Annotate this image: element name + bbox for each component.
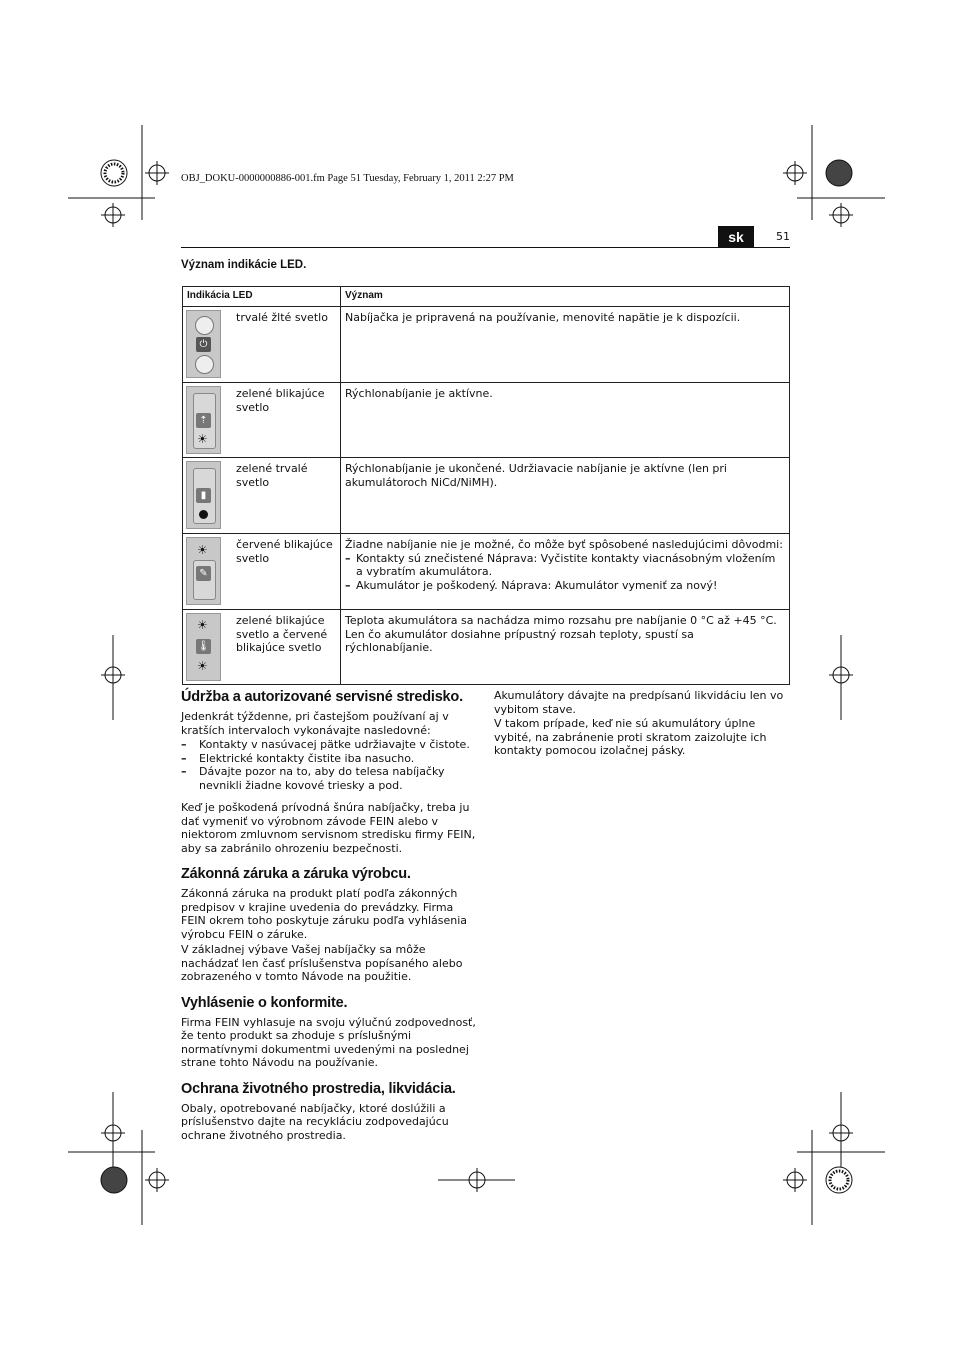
temperature-icon: ☀ 🌡 ☀ [186,613,221,681]
maintenance-intro: Jedenkrát týždenne, pri častejšom používaní aj v kratších intervaloch vykonávajte nasledovné: [181,710,449,737]
meaning-text: Teplota akumulátora sa nachádza mimo rozsahu pre nabíjanie 0 °C až +45 °C. Len čo akumulátor dosiahne prípustný rozsah teploty, spustí sa rýchlonabíjanie. [345,614,777,654]
list-item: – Akumulátor je poškodený. Náprava: Akumulátor vymeniť za nový! [345,579,785,593]
led-table-title: Význam indikácie LED. [181,259,307,271]
file-header: OBJ_DOKU-0000000886-001.fm Page 51 Tuesday, February 1, 2011 2:27 PM [181,173,514,184]
conformity-paragraph: Firma FEIN vyhlasuje na svoju výlučnú zodpovednosť, že tento produkt sa zhoduje s príslušnými normatívnymi dokumentmi uvedenými na poslednej strane tohto Návodu na používanie. [181,1015,476,1069]
left-column [181,688,477,1152]
table-row [183,458,790,534]
maintenance-list [181,738,477,792]
warranty-paragraph-1: Zákonná záruka na produkt platí podľa zákonných predpisov v krajine uvedenia do prevádzky. Firma FEIN okrem toho poskytuje záruku podľa vyhlásenia výrobcu FEIN o záruke. [181,887,468,941]
meaning-text: Rýchlonabíjanie je aktívne. [345,387,493,400]
indicator-label: trvalé žlté svetlo [236,311,328,324]
col-meaning: Význam [341,287,790,307]
led-table-header [183,287,790,307]
warranty-paragraph-2: V základnej výbave Vašej nabíjačky sa môže nachádzať len časť príslušenstva popísaného alebo zobrazeného v tomto Návode na použitie. [181,943,463,983]
table-row [183,307,790,383]
meaning-text: Nabíjačka je pripravená na používanie, menovité napätie je k dispozícii. [345,311,741,324]
battery-error-icon: ☀ ✎ [186,537,221,605]
table-row [183,383,790,458]
meaning-text: Rýchlonabíjanie je ukončené. Udržiavacie nabíjanie je aktívne (len pri akumulátoroch NiCd/NiMH). [345,462,727,489]
list-item: – Elektrické kontakty čistite iba nasucho. [181,752,477,766]
header-rule [181,247,790,248]
list-item: – Dávajte pozor na to, aby do telesa nabíjačky nevnikli žiadne kovové triesky a pod. [181,765,477,792]
battery-disposal-paragraph: Akumulátory dávajte na predpísanú likvidáciu len vo vybitom stave. [494,689,784,716]
indicator-label: červené blikajúce svetlo [236,538,333,565]
language-tab: sk [718,226,754,247]
page-number: 51 [776,230,790,243]
environment-paragraph: Obaly, opotrebované nabíjačky, ktoré doslúžili a príslušenstvo dajte na recykláciu zodpovedajúcu ochrane životného prostredia. [181,1101,449,1142]
col-indicator: Indikácia LED [183,287,341,307]
battery-insulation-paragraph: V takom prípade, keď nie sú akumulátory úplne vybité, na zabránenie proti skratom zaizolujte ich kontakty pomocou izolačnej pásky. [494,717,767,757]
table-row [183,534,790,610]
meaning-text: Žiadne nabíjanie nie je možné, čo môže byť spôsobené nasledujúcimi dôvodmi: [345,538,783,551]
maintenance-cord-paragraph: Keď je poškodená prívodná šnúra nabíjačky, treba ju dať vymeniť vo výrobnom závode FEIN alebo v niektorom zmluvnom servisnom stredisku firmy FEIN, aby sa zabránilo ohrozeniu bezpečnosti. [181,801,476,855]
charging-blink-icon: ⇡ ☀ [186,386,221,454]
list-item: – Kontakty v nasúvacej pätke udržiavajte v čistote. [181,738,477,752]
indicator-label: zelené blikajúce svetlo a červené blikajúce svetlo [236,614,328,654]
indicator-label: zelené blikajúce svetlo [236,387,325,414]
environment-heading: Ochrana životného prostredia, likvidácia. [181,1080,456,1097]
conformity-heading: Vyhlásenie o konformite. [181,994,348,1011]
list-item: – Kontakty sú znečistené Náprava: Vyčistite kontakty viacnásobným vložením a vybratím akumulátora. [345,552,785,579]
power-indicator-icon: ⏻ [186,310,221,378]
maintenance-heading: Údržba a autorizované servisné stredisko. [181,689,463,705]
right-column [494,689,790,765]
led-table [182,286,790,685]
table-row [183,610,790,685]
warranty-heading: Zákonná záruka a záruka výrobcu. [181,866,411,882]
indicator-label: zelené trvalé svetlo [236,462,308,489]
meaning-bullets [345,552,785,593]
battery-full-icon: ▮ [186,461,221,529]
